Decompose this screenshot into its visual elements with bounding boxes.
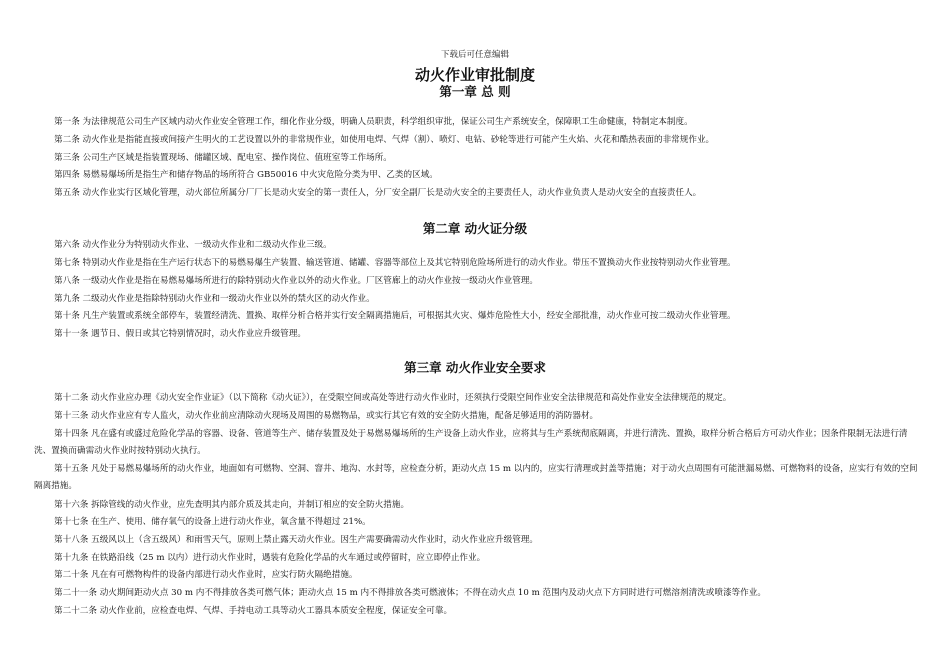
article-16: 第十六条 拆除管线的动火作业，应先查明其内部介质及其走向，并制订相应的安全防火措施。 [54,500,410,510]
article-2: 第二条 动火作业是指能直接或间接产生明火的工艺设置以外的非常规作业，如使用电焊、气焊（割）、喷灯、电钻、砂轮等进行可能产生火焰、火花和酷热表面的非常规作业。 [54,135,715,145]
article-18: 第十八条 五级风以上（含五级风）和雨雪天气，原则上禁止露天动火作业。因生产需要确需动火作业时，动火作业应升级管理。 [54,535,538,545]
article-22: 第二十二条 动火作业前，应检查电焊、气焊、手持电动工具等动火工器具本质安全程度，保证安全可靠。 [54,606,453,616]
article-21: 第二十一条 动火期间距动火点 30 m 内不得排放各类可燃气体；距动火点 15 m 内不得排放各类可燃液体；不得在动火点 10 m 范围内及动火点下方同时进行可燃溶剂清洗或喷漆等作业。 [54,588,766,598]
document-title: 动火作业审批制度 [414,66,535,84]
article-1: 第一条 为法律规范公司生产区域内动火作业安全管理工作，细化作业分级，明确人员职责，科学组织审批，保证公司生产系统安全，保障职工生命健康，特制定本制度。 [54,117,693,127]
article-15: 第十五条 凡处于易燃易爆场所的动火作业，地面如有可燃物、空洞、窨井、地沟、水封等，应检查分析，距动火点 15 m 以内的，应实行清理或封盖等措施；对于动火点周围有可能泄漏易燃、可燃物料的设备，应实行有效的空间隔离措施。 [34,464,918,491]
article-10: 第十条 凡生产装置或系统全部停车，装置经清洗、置换、取样分析合格并实行安全隔离措施后，可根据其火灾、爆炸危险性大小，经安全部批准，动火作业可按二级动火作业管理。 [54,311,736,321]
article-7: 第七条 特别动火作业是指在生产运行状态下的易燃易爆生产装置、输送管道、储罐、容器等部位上及其它特别危险场所进行的动火作业。带压不置换动火作业按特别动火作业管理。 [54,258,736,268]
article-20: 第二十条 凡在有可燃物构件的设备内部进行动火作业时，应实行防火隔绝措施。 [54,570,358,580]
article-6: 第六条 动火作业分为特别动火作业、一级动火作业和二级动火作业三级。 [54,240,332,250]
article-9: 第九条 二级动火作业是指除特别动火作业和一级动火作业以外的禁火区的动火作业。 [54,294,375,304]
article-4: 第四条 易燃易爆场所是指生产和储存物品的场所符合 GB50016 中火灾危险分类为甲、乙类的区域。 [54,170,438,180]
chapter-2-heading: 第二章 动火证分级 [422,221,528,236]
chapter-3-heading: 第三章 动火作业安全要求 [404,360,546,375]
article-8: 第八条 一级动火作业是指在易燃易爆场所进行的除特别动火作业以外的动火作业。厂区管廊上的动火作业按一级动火作业管理。 [54,276,538,286]
article-17: 第十七条 在生产、使用、储存氧气的设备上进行动火作业，氧含量不得超过 21%。 [54,517,371,527]
article-14: 第十四条 凡在盛有或盛过危险化学品的容器、设备、管道等生产、储存装置及处于易燃易爆场所的生产设备上动火作业，应将其与生产系统彻底隔离，并进行清洗、置换，取样分析合格后方可动火作业；因条件限制无法进行清洗、置换而确需动火作业时按特别动火执行。 [34,429,908,456]
article-13: 第十三条 动火作业应有专人监火，动火作业前应清除动火现场及周围的易燃物品，或实行其它有效的安全防火措施，配备足够适用的消防器材。 [54,411,599,421]
article-3: 第三条 公司生产区域是指装置现场、储罐区域、配电室、操作岗位、值班室等工作场所。 [54,153,392,163]
download-note: 下载后可任意编辑 [440,50,509,60]
chapter-1-heading: 第一章 总 则 [439,84,511,99]
article-11: 第十一条 遇节日、假日或其它特别情况时，动火作业应升级管理。 [54,329,306,339]
article-5: 第五条 动火作业实行区域化管理，动火部位所属分厂厂长是动火安全的第一责任人，分厂安全副厂长是动火安全的主要责任人，动火作业负责人是动火安全的直接责任人。 [54,188,702,198]
article-19: 第十九条 在铁路沿线（25 m 以内）进行动火作业时，遇装有危险化学品的火车通过或停留时，应立即停止作业。 [54,553,486,563]
article-12: 第十二条 动火作业应办理《动火安全作业证》（以下简称《动火证》），在受限空间或高处等进行动火作业时，还须执行受限空间作业安全法律规范和高处作业安全法律规范的规定。 [54,393,732,403]
